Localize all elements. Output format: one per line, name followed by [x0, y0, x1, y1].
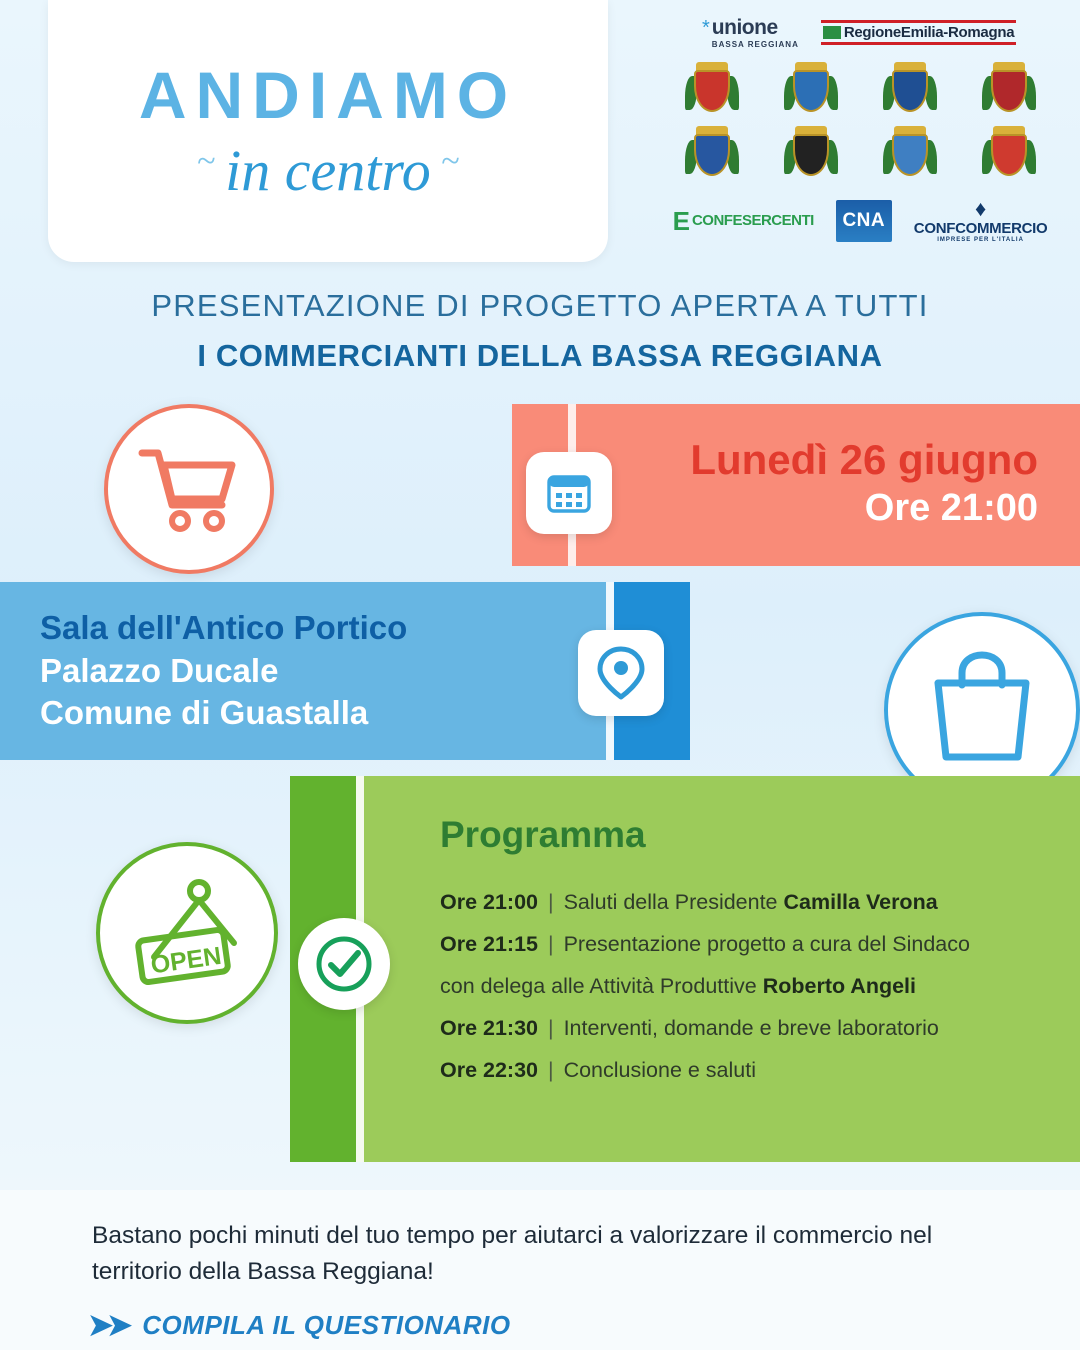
program-separator: |: [548, 890, 554, 914]
program-description: Saluti della Presidente: [563, 890, 784, 914]
cta-label[interactable]: COMPILA IL QUESTIONARIO: [142, 1310, 511, 1340]
headline-block: [0, 288, 1080, 374]
program-row: [440, 882, 1050, 924]
crest-icon: [884, 62, 936, 120]
regione-label: RegioneEmilia-Romagna: [843, 23, 1015, 41]
confcommercio-sublabel: IMPRESE PER L'ITALIA: [937, 237, 1024, 243]
event-time: Ore 21:00: [864, 487, 1038, 530]
check-circle-icon: [298, 918, 390, 1010]
crest-icon: [686, 126, 738, 184]
brand-logo-card: [48, 0, 608, 262]
place-text: [0, 607, 407, 736]
headline-line-2: I COMMERCIANTI DELLA BASSA REGGIANA: [197, 338, 883, 373]
unione-logo: [702, 16, 799, 49]
program-separator: |: [548, 931, 554, 956]
calendar-icon: [526, 452, 612, 534]
questionnaire-cta[interactable]: [88, 1308, 511, 1343]
program-separator: |: [548, 1057, 554, 1082]
confesercenti-logo: [672, 205, 814, 236]
program-person: Roberto Angeli: [762, 973, 916, 998]
sponsor-logos: [660, 14, 1060, 264]
unione-sublabel: BASSA REGGIANA: [711, 39, 799, 49]
confcommercio-logo: [914, 198, 1048, 243]
crest-icon: [983, 62, 1035, 120]
confesercenti-mark-icon: E: [672, 205, 690, 236]
brand-subtitle-wrap: [187, 138, 469, 203]
svg-text:OPEN: OPEN: [149, 941, 224, 980]
program-row: [440, 1050, 1050, 1092]
program-content: [290, 776, 1080, 1092]
map-pin-icon: [578, 630, 664, 716]
association-logos: [660, 198, 1060, 243]
program-person: Camilla Verona: [783, 890, 938, 914]
flourish-right-icon: ~: [440, 143, 460, 180]
program-time: Ore 21:00: [440, 890, 539, 914]
program-time: Ore 21:15: [440, 931, 539, 956]
program-row: [440, 924, 1050, 966]
program-time: Ore 22:30: [440, 1057, 539, 1082]
crest-icon: [686, 62, 738, 120]
program-time: Ore 21:30: [440, 1015, 539, 1040]
crest-icon: [983, 126, 1035, 184]
eagle-icon: ♦: [974, 196, 987, 221]
regione-flag-icon: [823, 26, 841, 39]
brand-title: ANDIAMO: [138, 58, 518, 132]
venue-city: Comune di Guastalla: [40, 694, 369, 732]
crest-icon: [785, 126, 837, 184]
headline-line-1: PRESENTAZIONE DI PROGETTO APERTA A TUTTI: [151, 288, 929, 323]
cna-logo: CNA: [836, 200, 892, 242]
program-title: Programma: [440, 814, 646, 855]
open-sign-icon: [96, 842, 278, 1024]
event-date: Lunedì 26 giugno: [690, 436, 1038, 484]
brand-subtitle: in centro: [225, 138, 431, 203]
municipal-crests: [660, 62, 1060, 184]
program-row: [440, 1008, 1050, 1050]
unione-label: unione: [711, 15, 778, 39]
venue-hall: Sala dell'Antico Portico: [40, 608, 408, 646]
date-text: [690, 436, 1080, 534]
footer: [0, 1190, 1080, 1350]
confcommercio-label: CONFCOMMERCIO: [913, 220, 1048, 237]
crest-icon: [884, 126, 936, 184]
program-band: [290, 776, 1080, 1162]
program-description: Interventi, domande e breve laboratorio: [563, 1015, 939, 1040]
shopping-cart-icon: [104, 404, 274, 574]
program-description: Presentazione progetto a cura del Sindaco: [563, 931, 970, 956]
regione-logo: [821, 20, 1016, 45]
venue-building: Palazzo Ducale: [40, 651, 279, 689]
unione-mark-icon: *: [702, 16, 710, 39]
program-description: Conclusione e saluti: [563, 1057, 756, 1082]
program-row-continuation: [440, 966, 1050, 1008]
footer-text: Bastano pochi minuti del tuo tempo per aiutarci a valorizzare il commercio nel territorio della Bassa Reggiana!: [92, 1222, 933, 1285]
crest-icon: [785, 62, 837, 120]
double-chevron-right-icon: ➤➤: [88, 1309, 127, 1342]
program-description: con delega alle Attività Produttive: [440, 973, 763, 998]
confesercenti-label: CONFESERCENTI: [691, 212, 814, 229]
flourish-left-icon: ~: [196, 143, 216, 180]
program-separator: |: [548, 1015, 554, 1040]
sponsor-row-institutional: [660, 14, 1060, 50]
